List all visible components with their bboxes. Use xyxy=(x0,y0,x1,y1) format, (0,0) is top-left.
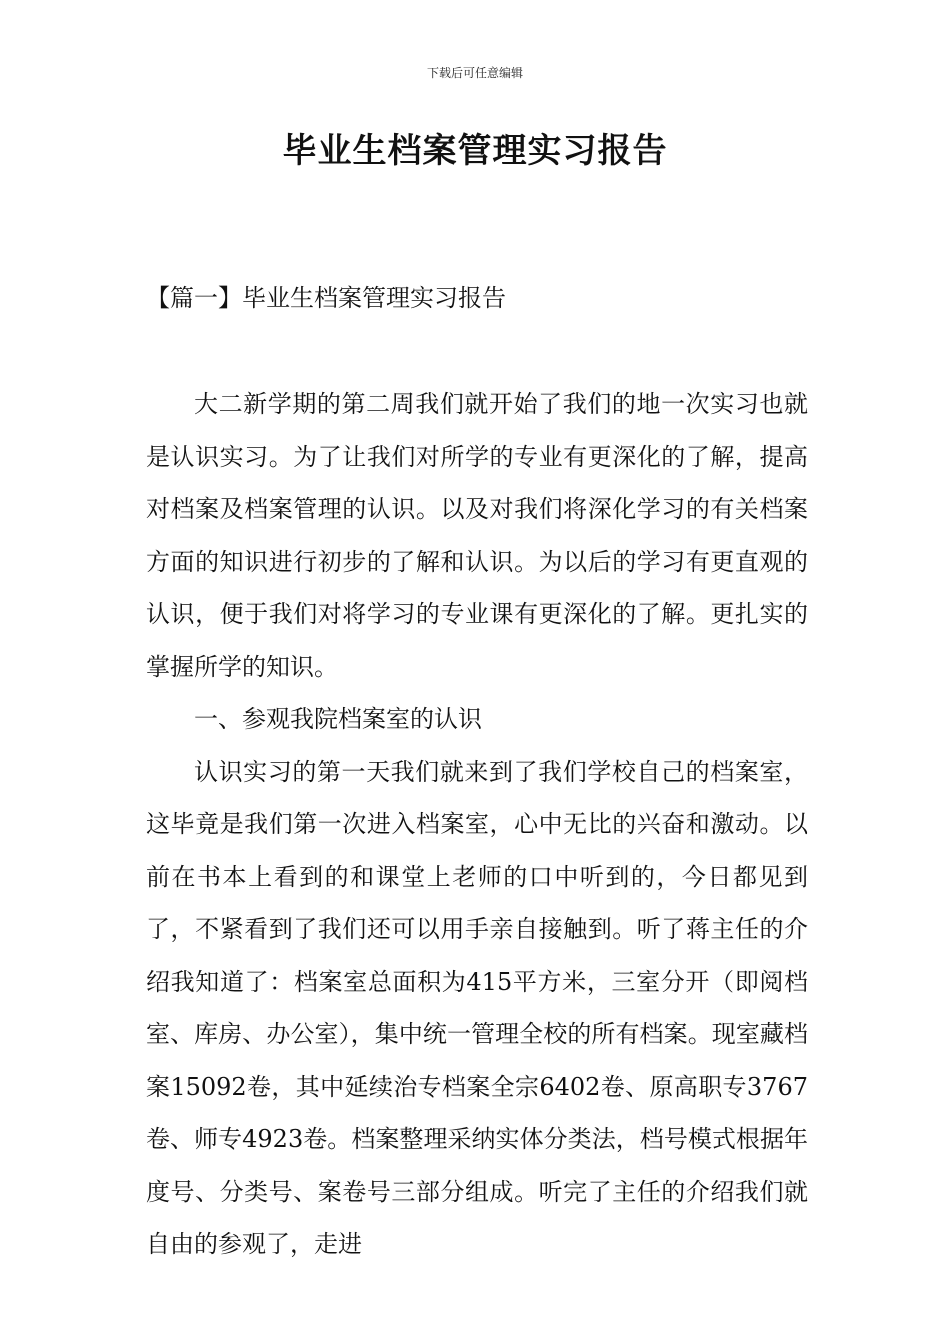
document-body xyxy=(146,378,808,1271)
page-header-note: 下载后可任意编辑 xyxy=(426,66,523,80)
paragraph: 大二新学期的第二周我们就开始了我们的地一次实习也就是认识实习。为了让我们对所学的专业有更深化的了解，提高对档案及档案管理的认识。以及对我们将深化学习的有关档案方面的知识进行初步的了解和认识。为以后的学习有更直观的认识，便于我们对将学习的专业课有更深化的了解。更扎实的掌握所学的知识。 xyxy=(146,390,808,681)
paragraph: 认识实习的第一天我们就来到了我们学校自己的档案室，这毕竟是我们第一次进入档案室，心中无比的兴奋和激动。以前在书本上看到的和课堂上老师的口中听到的，今日都见到了，不紧看到了我们还可以用手亲自接触到。听了蒋主任的介绍我知道了：档案室总面积为415平方米，三室分开（即阅档室、库房、办公室），集中统一管理全校的所有档案。现室藏档案15092卷，其中延续治专档案全宗6402卷、原高职专3767卷、师专4923卷。档案整理采纳实体分类法，档号模式根据年度号、分类号、案卷号三部分组成。听完了主任的介绍我们就自由的参观了，走进 xyxy=(146,757,808,1258)
section-heading: 【篇一】毕业生档案管理实习报告 xyxy=(146,284,506,312)
document-title: 毕业生档案管理实习报告 xyxy=(282,131,668,171)
subsection-heading: 一、参观我院档案室的认识 xyxy=(194,705,482,733)
